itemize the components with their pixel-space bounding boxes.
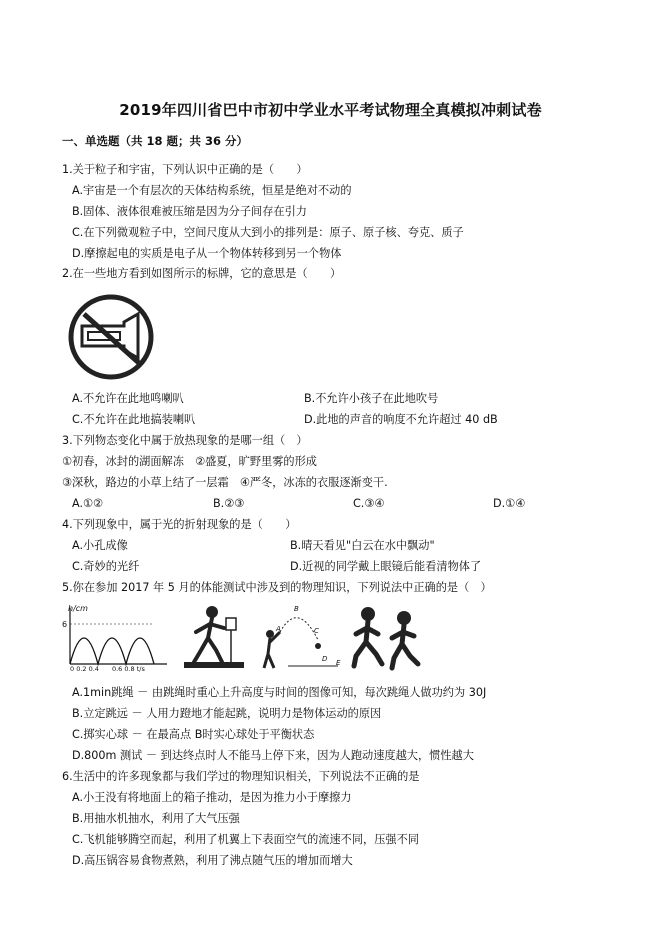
question-4-option-a: A.小孔成像 bbox=[72, 539, 128, 552]
section-heading: 一、单选题（共 18 题；共 36 分） bbox=[62, 134, 249, 148]
question-2-option-d: D.此地的声音的响度不允许超过 40 dB bbox=[304, 413, 498, 426]
no-horn-sign-figure bbox=[66, 292, 156, 382]
question-6-stem: 6.生活中的许多现象都与我们学过的物理知识相关，下列说法不正确的是 bbox=[62, 770, 420, 783]
question-1-option-a: A.宇宙是一个有层次的天体结构系统，恒星是绝对不动的 bbox=[72, 184, 352, 197]
shot-put-trajectory-figure bbox=[258, 604, 348, 674]
long-jump-figure bbox=[182, 602, 252, 674]
question-5-option-c: C.掷实心球 － 在最高点 B时实心球处于平衡状态 bbox=[72, 728, 315, 741]
question-1-option-d: D.摩擦起电的实质是电子从一个物体转移到另一个物体 bbox=[72, 247, 342, 260]
point-c-label: C bbox=[314, 627, 319, 635]
question-3-items-2: ③深秋，路边的小草上结了一层霜 ④严冬，冰冻的衣服逐渐变干. bbox=[62, 476, 388, 489]
question-4-option-c: C.奇妙的光纤 bbox=[72, 560, 140, 573]
question-4-option-d: D.近视的同学戴上眼镜后能看清物体了 bbox=[290, 560, 482, 573]
question-4-option-b: B.晴天看见"白云在水中飘动" bbox=[290, 539, 435, 552]
exam-title: 2019年四川省巴中市初中学业水平考试物理全真模拟冲刺试卷 bbox=[119, 101, 542, 119]
question-5-stem: 5.你在参加 2017 年 5 月的体能测试中涉及到的物理知识，下列说法中正确的是（ ） bbox=[62, 581, 492, 594]
question-6-option-a: A.小王没有将地面上的箱子推动，是因为推力小于摩擦力 bbox=[72, 791, 352, 804]
question-2-option-b: B.不允许小孩子在此地吹号 bbox=[304, 392, 439, 405]
question-5-option-d: D.800m 测试 － 到达终点时人不能马上停下来，因为人跑动速度越大，惯性越大 bbox=[72, 749, 474, 762]
question-1-option-c: C.在下列微观粒子中，空间尺度从大到小的排列是：原子、原子核、夸克、质子 bbox=[72, 226, 464, 239]
graph-ylabel: h/cm bbox=[68, 604, 88, 613]
question-2-option-a: A.不允许在此地鸣喇叭 bbox=[72, 392, 184, 405]
question-3-option-a: A.①② bbox=[72, 497, 104, 510]
graph-xticks: 0 0.2 0.4 0.6 0.8 t/s bbox=[70, 665, 145, 673]
graph-ytick: 6 bbox=[62, 620, 68, 629]
question-1-stem: 1.关于粒子和宇宙，下列认识中正确的是（ ） bbox=[62, 163, 308, 176]
question-5-option-b: B.立定跳远 － 人用力蹬地才能起跳，说明力是物体运动的原因 bbox=[72, 707, 382, 720]
question-3-option-b: B.②③ bbox=[213, 497, 245, 510]
point-b-label: B bbox=[294, 605, 299, 613]
runners-figure bbox=[348, 604, 428, 674]
jump-rope-graph bbox=[62, 604, 172, 674]
point-e-label: E bbox=[336, 659, 341, 667]
question-4-stem: 4.下列现象中，属于光的折射现象的是（ ） bbox=[62, 518, 297, 531]
question-3-items-1: ①初春，冰封的湖面解冻 ②盛夏，旷野里雾的形成 bbox=[62, 455, 317, 468]
question-2-option-c: C.不允许在此地搞装喇叭 bbox=[72, 413, 196, 426]
question-6-option-c: C.飞机能够腾空而起，利用了机翼上下表面空气的流速不同，压强不同 bbox=[72, 833, 419, 846]
point-d-label: D bbox=[322, 655, 328, 663]
no-horn-icon bbox=[66, 292, 156, 382]
point-a-label: A bbox=[276, 625, 281, 633]
question-5-option-a: A.1min跳绳 － 由跳绳时重心上升高度与时间的图像可知，每次跳绳人做功约为 30J bbox=[72, 686, 487, 699]
question-1-option-b: B.固体、液体很难被压缩是因为分子间存在引力 bbox=[72, 205, 307, 218]
question-3-option-d: D.①④ bbox=[493, 497, 526, 510]
question-3-option-c: C.③④ bbox=[353, 497, 385, 510]
question-6-option-d: D.高压锅容易食物煮熟，利用了沸点随气压的增加而增大 bbox=[72, 854, 353, 867]
question-3-stem: 3.下列物态变化中属于放热现象的是哪一组（ ） bbox=[62, 434, 308, 447]
question-2-stem: 2.在一些地方看到如图所示的标牌，它的意思是（ ） bbox=[62, 267, 342, 280]
question-6-option-b: B.用抽水机抽水，利用了大气压强 bbox=[72, 812, 240, 825]
